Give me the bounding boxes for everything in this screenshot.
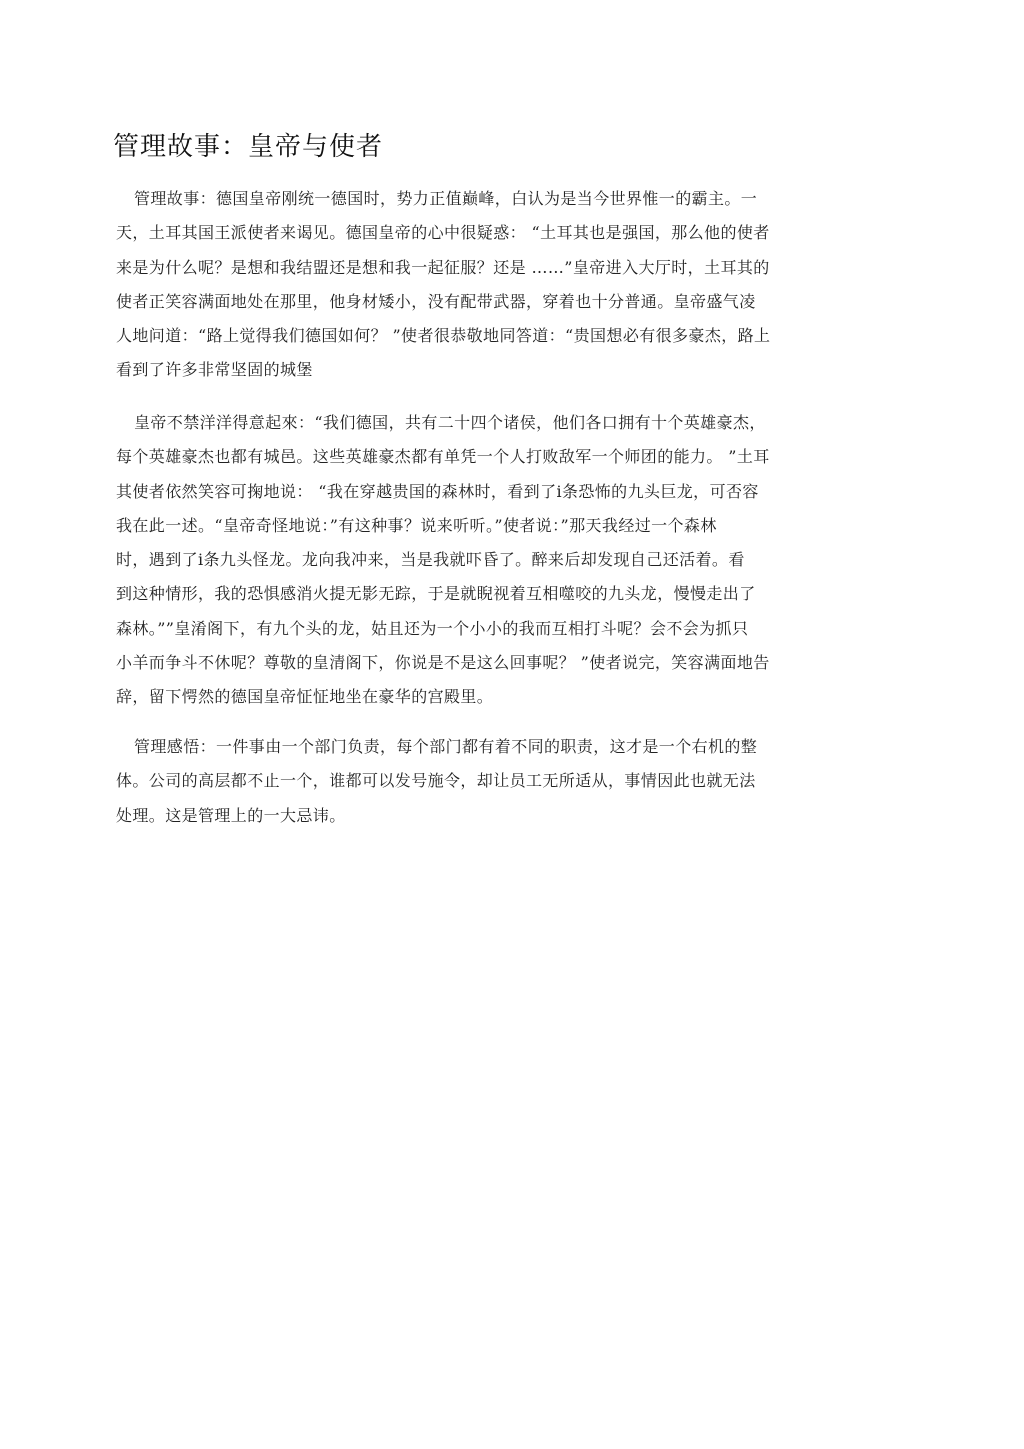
text-line: 小羊而争斗不休呢？尊敬的皇清阁下，你说是不是这么回事呢？ ”使者说完，笑容满面地告	[116, 653, 770, 673]
text-line: 我在此一述。“皇帝奇怪地说：”有这种事？说来听听。”使者说：”那天我经过一个森林	[116, 515, 717, 535]
text-line: 使者正笑容满面地处在那里，他身材矮小，没有配带武器，穿着也十分普通。皇帝盛气凌	[116, 291, 756, 311]
paragraph-story-dialogue	[116, 406, 906, 715]
text-line: 时，遇到了i条九头怪龙。龙向我冲来，当是我就吓昏了。醉来后却发现自己还活着。看	[116, 550, 745, 570]
text-line: 体。公司的高层都不止一个，谁都可以发号施令，却让员工无所适从，事情因此也就无法	[116, 771, 756, 791]
text-line: 人地问道：“路上觉得我们德国如何？ ”使者很恭敬地同答道：“贵国想必有很多豪杰，路上	[116, 326, 771, 346]
text-line: 看到了许多非常坚固的城堡	[116, 360, 313, 380]
text-line: 管理故事：德国皇帝刚统一德国时，势力正值巅峰，白认为是当今世界惟一的霸主。一	[134, 189, 758, 208]
text-line: 管理感悟：一件事由一个部门负责，每个部门都有着不同的职责，这才是一个右机的整	[134, 737, 758, 756]
text-line: 辞，留下愕然的德国皇帝怔怔地坐在豪华的宫殿里。	[116, 687, 494, 707]
page-title: 管理故事：皇帝与使者	[113, 132, 384, 162]
text-line: 其使者依然笑容可掬地说： “我在穿越贵国的森林时，看到了i条恐怖的九头巨龙，可否容	[116, 481, 759, 501]
text-line: 到这种情形，我的恐惧感消火提无影无踪，于是就睨视着互相噬咬的九头龙，慢慢走出了	[116, 584, 756, 604]
text-line: 天，土耳其国王派使者来谒见。德国皇帝的心中很疑惑： “土耳其也是强国，那么他的使者	[116, 223, 770, 243]
text-line: 森林。””皇淆阁下，有九个头的龙，姑且还为一个小小的我而互相打斗呢？会不会为抓只	[116, 618, 749, 638]
text-line: 每个英雄豪杰也都有城邑。这些英雄豪杰都有单凭一个人打败敌军一个师团的能力。 ”土耳	[116, 447, 770, 467]
text-line: 来是为什么呢？是想和我结盟还是想和我一起征服？还是 ……”皇帝进入大厅时，土耳其的	[116, 257, 770, 277]
text-line: 处理。这是管理上的一大忌讳。	[116, 805, 346, 825]
paragraph-story-intro	[116, 182, 906, 388]
paragraph-management-insight	[116, 730, 906, 833]
text-line: 皇帝不禁洋洋得意起來：“我们德国，共有二十四个诸侯，他们各口拥有十个英雄豪杰，	[134, 413, 766, 432]
